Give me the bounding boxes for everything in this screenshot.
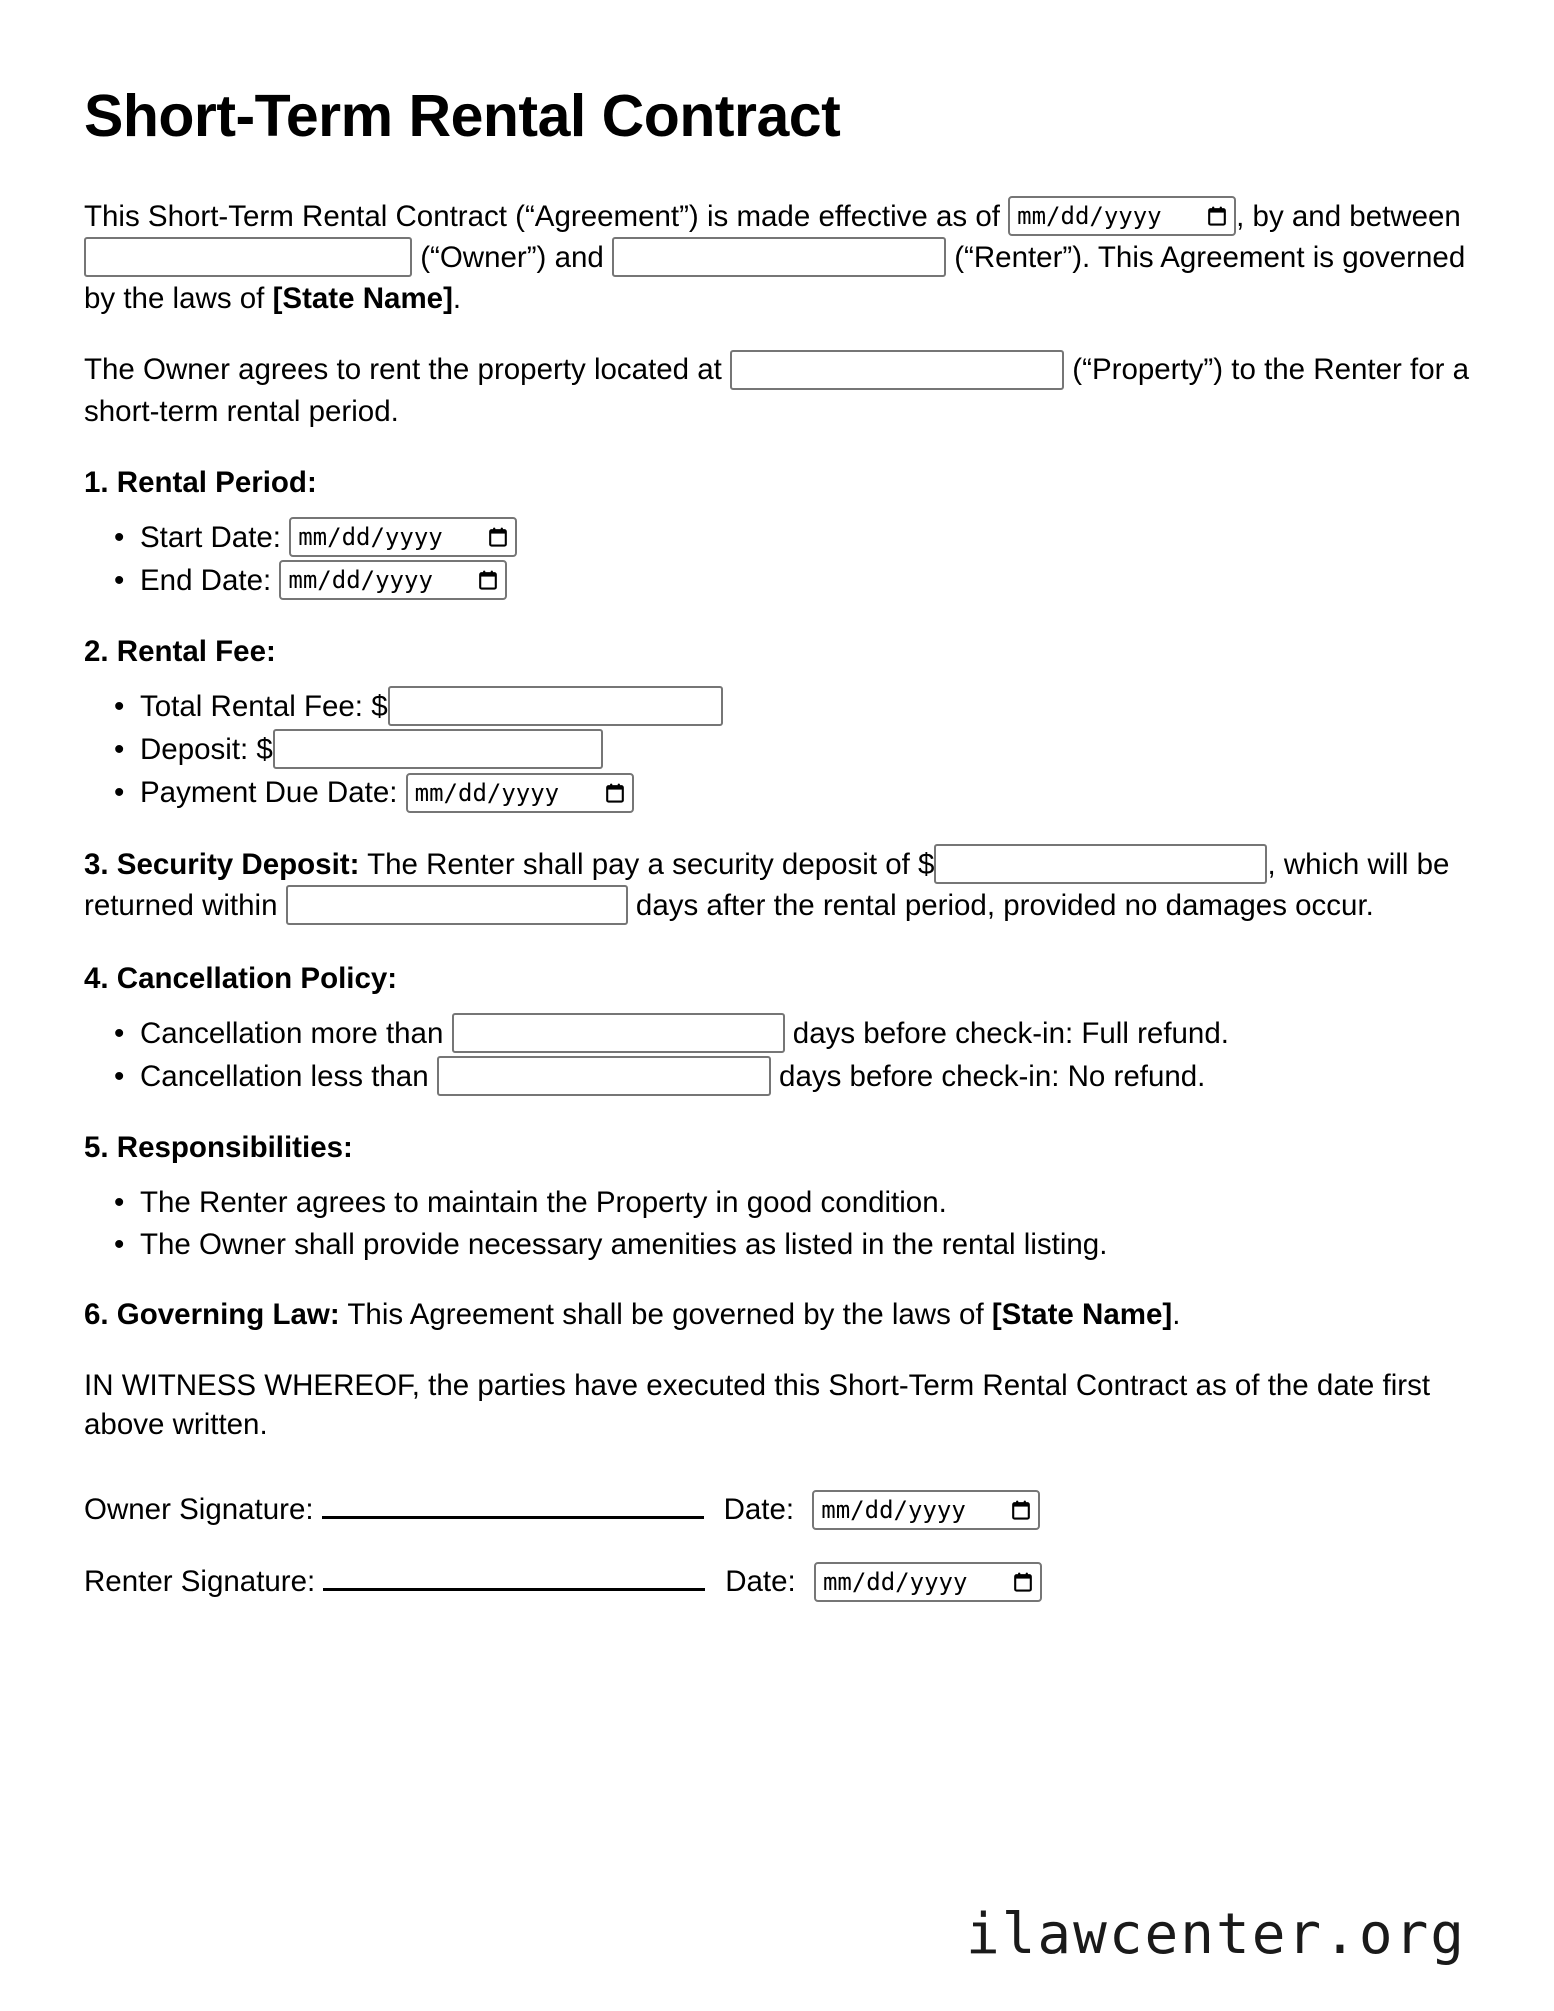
end-date-input[interactable]: [279, 560, 507, 600]
list-item-cancellation-more-than: [114, 1014, 1470, 1055]
cancellation-more-prefix: Cancellation more than: [140, 1016, 444, 1050]
calendar-icon[interactable]: [1208, 206, 1226, 226]
intro-text-part2: , by and between: [1236, 199, 1461, 233]
owner-signature-row: [84, 1488, 1470, 1532]
section-heading-responsibilities: 5. Responsibilities:: [84, 1131, 353, 1165]
section-heading-rental-period: 1. Rental Period:: [84, 465, 317, 499]
bullet-dot-icon: •: [114, 1186, 125, 1220]
effective-date-placeholder: mm/dd/yyyy: [1017, 202, 1162, 231]
intro-state-name: [State Name]: [272, 282, 453, 316]
deposit-input[interactable]: [273, 729, 603, 769]
owner-responsibility-text: The Owner shall provide necessary amenities as listed in the rental listing.: [140, 1228, 1108, 1262]
total-rental-fee-label: Total Rental Fee: $: [140, 689, 388, 723]
calendar-icon[interactable]: [606, 783, 624, 803]
governing-law-text-part2: .: [1172, 1298, 1181, 1332]
section-heading-governing-law: 6. Governing Law:: [84, 1298, 340, 1332]
effective-date-input[interactable]: [1008, 196, 1236, 236]
renter-name-input[interactable]: [612, 237, 946, 277]
property-paragraph: [84, 350, 1470, 430]
security-deposit-text-part2: , which will be returned within: [84, 847, 1450, 922]
witness-paragraph: IN WITNESS WHEREOF, the parties have executed this Short-Term Rental Contract as of the date first above written.: [84, 1369, 1431, 1442]
owner-date-label: Date:: [723, 1493, 795, 1527]
responsibilities-list: [84, 1183, 1470, 1265]
renter-signature-label: Renter Signature:: [84, 1565, 316, 1599]
renter-date-label: Date:: [725, 1565, 796, 1599]
list-item-payment-due-date: [114, 773, 1470, 814]
start-date-placeholder: mm/dd/yyyy: [298, 522, 443, 551]
renter-signature-row: [84, 1560, 1470, 1604]
list-item-renter-responsibility: [114, 1183, 1470, 1223]
cancellation-less-days-input[interactable]: [437, 1056, 771, 1096]
bullet-dot-icon: •: [114, 733, 125, 767]
start-date-label: Start Date:: [140, 520, 282, 554]
list-item-end-date: [114, 561, 1470, 602]
property-address-input[interactable]: [730, 350, 1064, 390]
renter-signature-line[interactable]: [323, 1563, 705, 1591]
calendar-icon[interactable]: [1012, 1500, 1030, 1520]
intro-text-part3: (“Owner”) and: [420, 241, 604, 275]
property-text-part2: (“Property”) to the Renter for a short-term rental period.: [84, 353, 1470, 428]
rental-period-list: [84, 518, 1470, 602]
owner-signature-line[interactable]: [322, 1491, 704, 1519]
renter-date-placeholder: mm/dd/yyyy: [822, 1567, 968, 1596]
owner-signature-label: Owner Signature:: [84, 1493, 314, 1527]
governing-law-paragraph: [84, 1295, 1470, 1334]
cancellation-policy-list: [84, 1014, 1470, 1098]
list-item-owner-responsibility: [114, 1225, 1470, 1265]
bullet-dot-icon: •: [114, 689, 125, 723]
bullet-dot-icon: •: [114, 1060, 125, 1094]
intro-text-part1: This Short-Term Rental Contract (“Agreement”) is made effective as of: [84, 199, 1000, 233]
renter-signature-date-input[interactable]: [814, 1562, 1042, 1602]
owner-date-placeholder: mm/dd/yyyy: [821, 1495, 966, 1524]
intro-text-part5: .: [452, 282, 462, 316]
deposit-label: Deposit: $: [140, 733, 273, 767]
payment-due-date-label: Payment Due Date:: [140, 776, 398, 810]
bullet-dot-icon: •: [114, 563, 125, 597]
list-item-start-date: [114, 518, 1470, 559]
list-item-total-rental-fee: [114, 687, 1470, 728]
bullet-dot-icon: •: [114, 1016, 125, 1050]
bullet-dot-icon: •: [114, 1228, 125, 1262]
calendar-icon[interactable]: [489, 527, 507, 547]
owner-signature-date-input[interactable]: [812, 1490, 1040, 1530]
list-item-cancellation-less-than: [114, 1057, 1470, 1098]
security-deposit-amount-input[interactable]: [934, 844, 1267, 884]
bullet-dot-icon: •: [114, 776, 125, 810]
security-deposit-text-part1: The Renter shall pay a security deposit of $: [367, 847, 935, 881]
site-watermark: ilawcenter.org: [965, 1902, 1466, 1967]
property-text-part1: The Owner agrees to rent the property located at: [84, 353, 722, 387]
calendar-icon[interactable]: [479, 570, 497, 590]
intro-text-part4: (“Renter”). This Agreement is governed by the laws of: [84, 241, 1466, 316]
renter-responsibility-text: The Renter agrees to maintain the Property in good condition.: [140, 1186, 947, 1220]
intro-paragraph: [84, 197, 1470, 318]
payment-due-date-input[interactable]: [406, 773, 634, 813]
section-heading-security-deposit: 3. Security Deposit:: [84, 847, 360, 881]
end-date-placeholder: mm/dd/yyyy: [288, 565, 433, 594]
governing-law-state-name: [State Name]: [991, 1298, 1173, 1332]
total-rental-fee-input[interactable]: [388, 686, 723, 726]
owner-name-input[interactable]: [84, 237, 412, 277]
cancellation-less-prefix: Cancellation less than: [140, 1060, 429, 1094]
page-title: Short-Term Rental Contract: [84, 83, 841, 149]
section-heading-rental-fee: 2. Rental Fee:: [84, 634, 276, 668]
cancellation-more-days-input[interactable]: [452, 1013, 785, 1053]
rental-fee-list: [84, 687, 1470, 815]
start-date-input[interactable]: [289, 517, 517, 557]
calendar-icon[interactable]: [1014, 1572, 1032, 1592]
list-item-deposit: [114, 730, 1470, 771]
security-deposit-text-part3: days after the rental period, provided no damages occur.: [635, 888, 1374, 922]
payment-due-date-placeholder: mm/dd/yyyy: [414, 778, 560, 807]
end-date-label: End Date:: [140, 563, 272, 597]
cancellation-less-suffix: days before check-in: No refund.: [779, 1060, 1206, 1094]
governing-law-text-part1: This Agreement shall be governed by the laws of: [347, 1298, 984, 1332]
security-deposit-return-days-input[interactable]: [286, 885, 628, 925]
section-heading-cancellation-policy: 4. Cancellation Policy:: [84, 961, 398, 995]
cancellation-more-suffix: days before check-in: Full refund.: [792, 1016, 1229, 1050]
bullet-dot-icon: •: [114, 520, 125, 554]
security-deposit-paragraph: [84, 845, 1470, 927]
